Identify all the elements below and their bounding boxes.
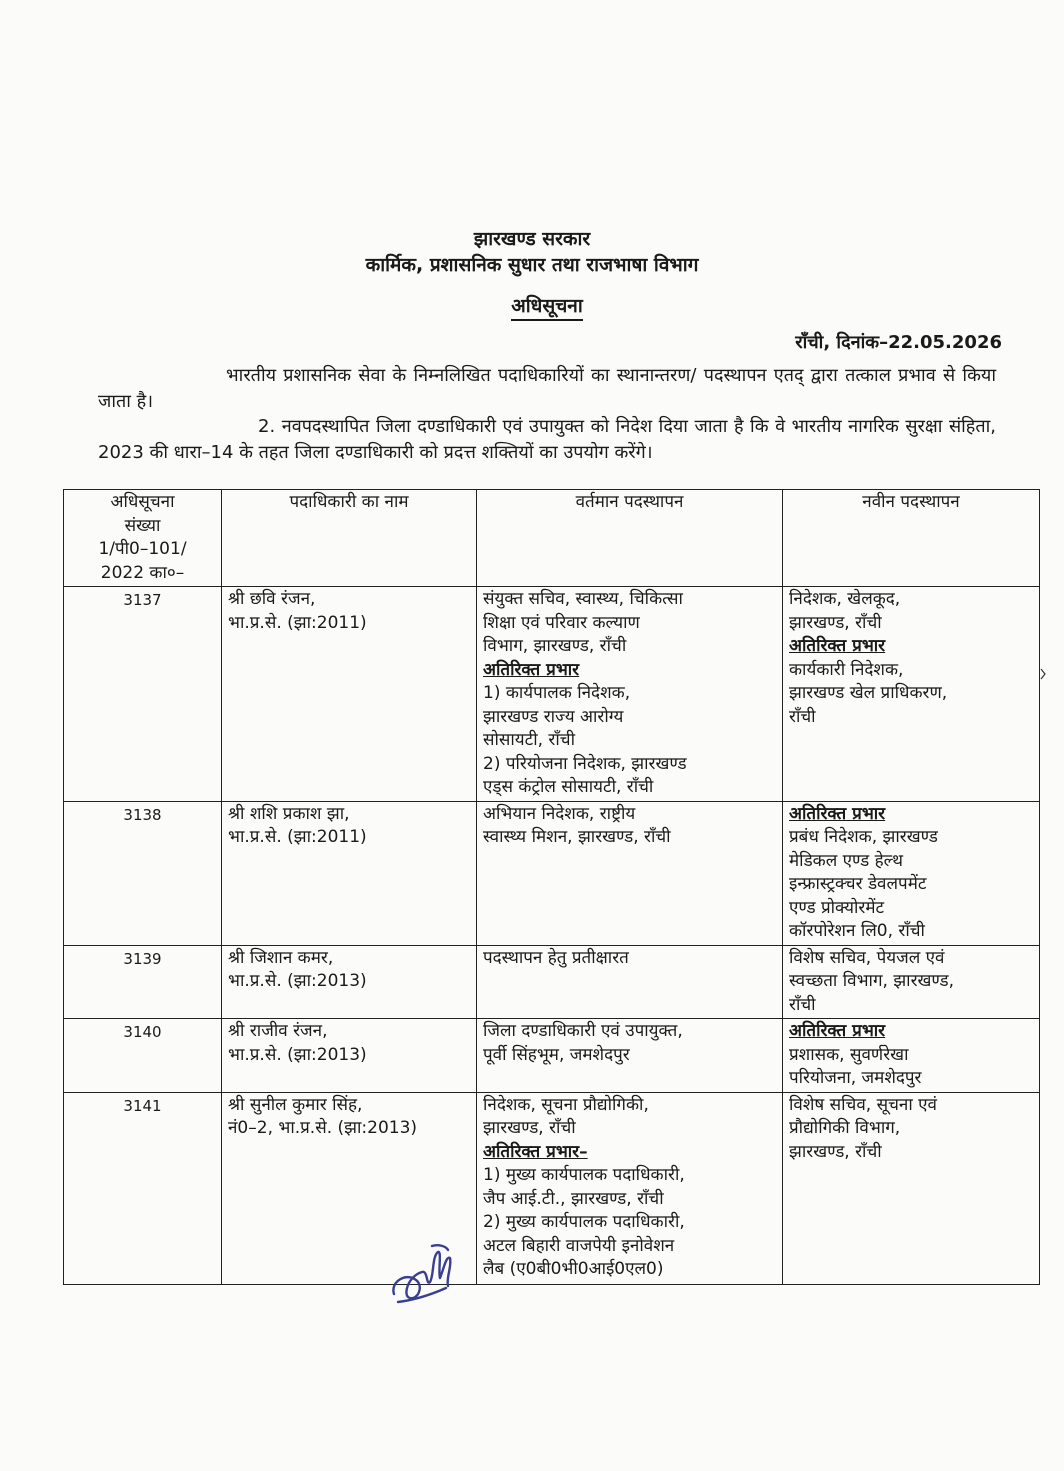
new-line: विशेष सचिव, सूचना एवं [789, 1094, 937, 1115]
current-line: पदस्थापन हेतु प्रतीक्षारत [483, 947, 629, 968]
new-extra-line: परियोजना, जमशेदपुर [789, 1068, 922, 1088]
notification-number: 3137 [64, 587, 222, 802]
new-line: निदेशक, खेलकूद, [789, 589, 901, 609]
notification-number: 3139 [64, 945, 222, 1019]
name-line: श्री छवि रंजन, [228, 589, 316, 609]
current-posting [477, 945, 783, 1019]
paragraph-2-text: 2. नवपदस्थापित जिला दण्डाधिकारी एवं उपायुक्त को निदेश दिया जाता है कि वे भारतीय नागरिक सुरक्षा संहिता, 2023 की धारा–14 के तहत जिला दण्डाधिकारी को प्रदत्त शक्तियों का उपयोग करेंगे। [98, 416, 996, 463]
new-extra-line: प्रबंध निदेशक, झारखण्ड [789, 827, 938, 847]
current-extra-line: अटल बिहारी वाजपेयी इनोवेशन [483, 1235, 675, 1256]
margin-mark [1040, 668, 1046, 680]
paragraph-1-text: भारतीय प्रशासनिक सेवा के निम्नलिखित पदाधिकारियों का स्थानान्तरण/ पदस्थापन एतद् द्वारा तत्काल प्रभाव से किया जाता है। [98, 365, 996, 412]
header-current-posting: वर्तमान पदस्थापन [477, 490, 783, 587]
new-posting [783, 1092, 1040, 1284]
current-line: जिला दण्डाधिकारी एवं उपायुक्त, [483, 1021, 683, 1041]
new-extra-line: मेडिकल एण्ड हेल्थ [789, 850, 904, 871]
notification-title-text: अधिसूचना [511, 295, 583, 321]
additional-charge-label: अतिरिक्त प्रभार– [483, 1141, 588, 1162]
new-line: स्वच्छता विभाग, झारखण्ड, [789, 971, 955, 991]
name-line: नं0–2, भा.प्र.से. (झा:2013) [228, 1118, 418, 1138]
signature-mark [388, 1242, 468, 1312]
current-extra-line: झारखण्ड राज्य आरोग्य [483, 706, 624, 727]
paragraph-2 [98, 414, 996, 466]
paragraph-1 [98, 363, 996, 415]
current-extra-line: एड्स कंट्रोल सोसायटी, राँची [483, 777, 654, 797]
current-posting [477, 587, 783, 802]
current-line: अभियान निदेशक, राष्ट्रीय [483, 803, 636, 824]
current-line: पूर्वी सिंहभूम, जमशेदपुर [483, 1044, 630, 1065]
header-line: अधिसूचना [110, 492, 175, 512]
additional-charge-label: अतिरिक्त प्रभार [483, 659, 580, 680]
name-line: भा.प्र.से. (झा:2011) [228, 827, 367, 847]
new-extra-line: कॉरपोरेशन लि0, राँची [789, 921, 925, 941]
new-extra-line: इन्फ्रास्ट्रक्चर डेवलपमेंट [789, 874, 927, 894]
officer-name [222, 945, 477, 1019]
new-extra-line: एण्ड प्रोक्योरमेंट [789, 897, 885, 918]
current-posting [477, 1019, 783, 1093]
new-line: प्रौद्योगिकी विभाग, [789, 1118, 901, 1138]
notification-number: 3140 [64, 1019, 222, 1093]
current-extra-line: 2) मुख्य कार्यपालक पदाधिकारी, [483, 1212, 685, 1232]
new-line: झारखण्ड, राँची [789, 1141, 882, 1162]
name-line: भा.प्र.से. (झा:2013) [228, 1044, 367, 1065]
table-row [64, 945, 1040, 1019]
table-row [64, 1019, 1040, 1093]
additional-charge-label: अतिरिक्त प्रभार [789, 1021, 886, 1041]
current-extra-line: सोसायटी, राँची [483, 730, 575, 750]
notification-number: 3138 [64, 801, 222, 945]
government-name: झारखण्ड सरकार [473, 228, 591, 250]
current-extra-line: लैब (ए0बी0भी0आई0एल0) [483, 1259, 664, 1279]
additional-charge-label: अतिरिक्त प्रभार [789, 636, 886, 656]
new-posting [783, 587, 1040, 802]
new-extra-line: प्रशासक, सुवर्णरेखा [789, 1044, 909, 1065]
new-extra-line: कार्यकारी निदेशक, [789, 659, 904, 680]
current-extra-line: जैप आई.टी., झारखण्ड, राँची [483, 1188, 664, 1209]
posting-table [63, 489, 1040, 1285]
name-line: भा.प्र.से. (झा:2013) [228, 971, 367, 991]
officer-name [222, 801, 477, 945]
additional-charge-label: अतिरिक्त प्रभार [789, 803, 886, 824]
current-line: निदेशक, सूचना प्रौद्योगिकी, [483, 1094, 649, 1115]
new-posting [783, 945, 1040, 1019]
name-line: श्री राजीव रंजन, [228, 1021, 328, 1041]
current-posting [477, 1092, 783, 1284]
new-extra-line: झारखण्ड खेल प्राधिकरण, [789, 683, 948, 703]
new-line: राँची [789, 994, 816, 1015]
new-line: झारखण्ड, राँची [789, 612, 882, 633]
place-date: राँची, दिनांक–22.05.2026 [795, 332, 1002, 353]
header-line: 2022 का०– [100, 562, 185, 583]
current-posting [477, 801, 783, 945]
current-line: विभाग, झारखण्ड, राँची [483, 636, 627, 656]
header-officer-name: पदाधिकारी का नाम [222, 490, 477, 587]
new-line: विशेष सचिव, पेयजल एवं [789, 947, 945, 968]
department-name: कार्मिक, प्रशासनिक सुधार तथा राजभाषा विभाग [365, 254, 699, 276]
table-header-row [64, 490, 1040, 587]
current-line: शिक्षा एवं परिवार कल्याण [483, 612, 640, 633]
current-line: स्वास्थ्य मिशन, झारखण्ड, राँची [483, 827, 671, 847]
name-line: भा.प्र.से. (झा:2011) [228, 612, 367, 633]
header-line: 1/पी0–101/ [98, 539, 187, 559]
current-extra-line: 2) परियोजना निदेशक, झारखण्ड [483, 753, 687, 774]
table-row [64, 587, 1040, 802]
name-line: श्री जिशान कमर, [228, 947, 334, 968]
new-posting [783, 1019, 1040, 1093]
new-posting [783, 801, 1040, 945]
notification-title [0, 292, 1064, 318]
current-line: झारखण्ड, राँची [483, 1118, 576, 1138]
table-row [64, 801, 1040, 945]
officer-name [222, 1019, 477, 1093]
header-new-posting: नवीन पदस्थापन [783, 490, 1040, 587]
notification-number: 3141 [64, 1092, 222, 1284]
name-line: श्री शशि प्रकाश झा, [228, 803, 350, 824]
header-line: संख्या [124, 515, 161, 536]
new-extra-line: राँची [789, 706, 816, 727]
table-row [64, 1092, 1040, 1284]
header-notification-number [64, 490, 222, 587]
current-extra-line: 1) कार्यपालक निदेशक, [483, 683, 631, 703]
current-extra-line: 1) मुख्य कार्यपालक पदाधिकारी, [483, 1165, 685, 1185]
current-line: संयुक्त सचिव, स्वास्थ्य, चिकित्सा [483, 589, 683, 609]
name-line: श्री सुनील कुमार सिंह, [228, 1094, 363, 1115]
officer-name [222, 587, 477, 802]
